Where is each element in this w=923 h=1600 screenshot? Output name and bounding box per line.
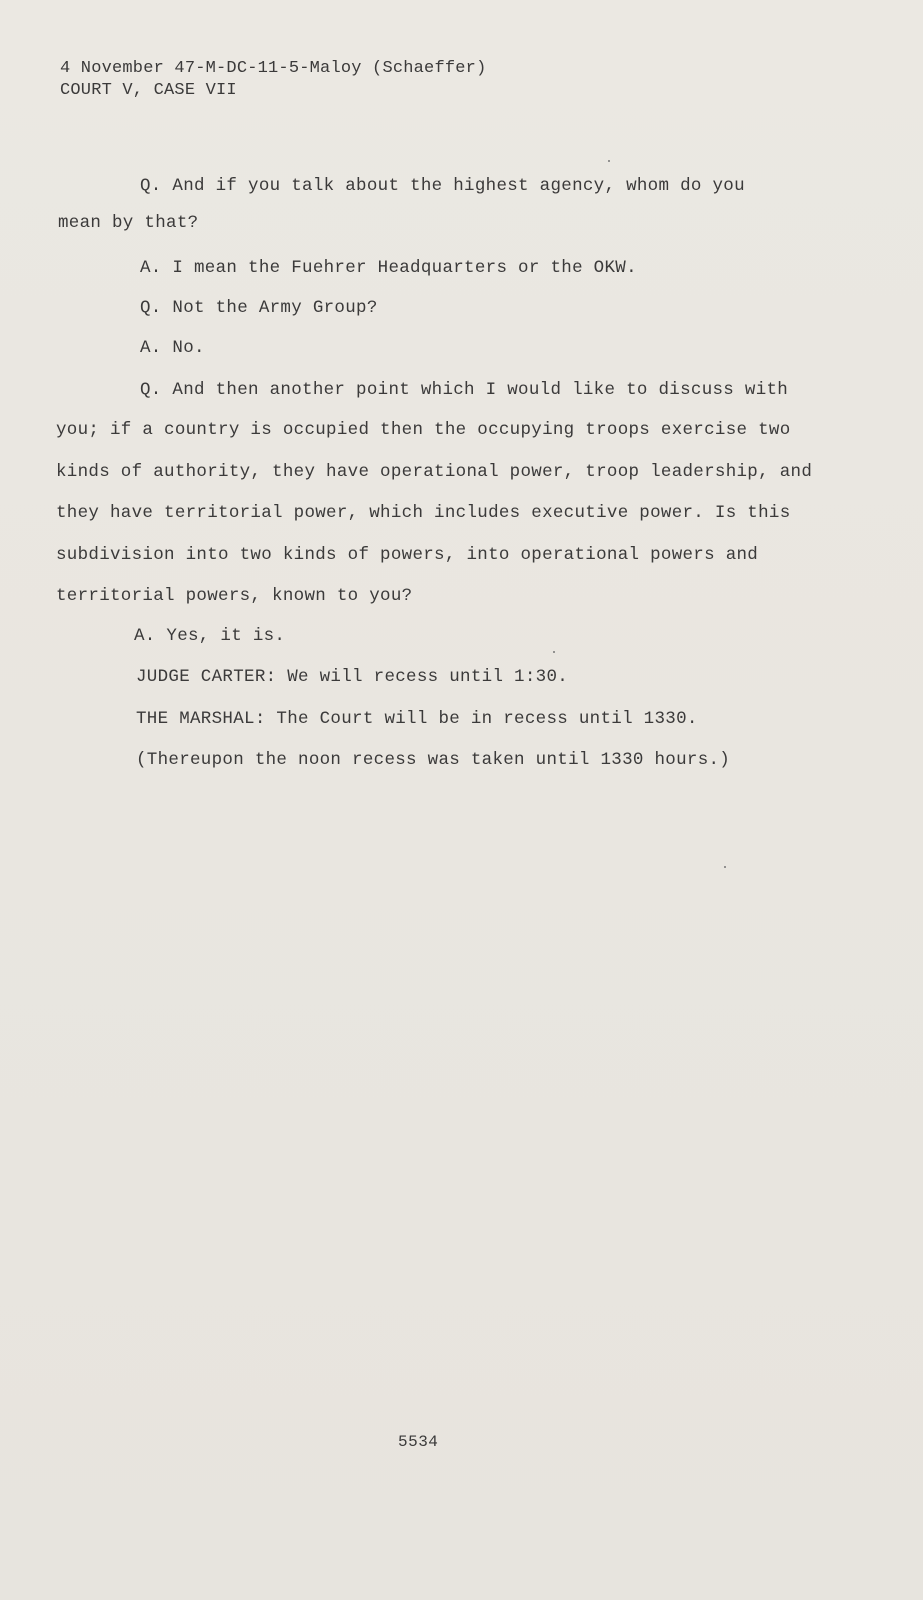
page-number: 5534 [398, 1433, 439, 1451]
transcript-line: Q. And if you talk about the highest agency, whom do you [140, 176, 745, 196]
paper-speck [724, 866, 726, 868]
paper-speck [608, 160, 610, 162]
transcript-line: you; if a country is occupied then the occupying troops exercise two [56, 420, 791, 440]
paper-speck [553, 651, 555, 653]
transcript-line: territorial powers, known to you? [56, 586, 413, 606]
transcript-line: THE MARSHAL: The Court will be in recess until 1330. [136, 709, 698, 729]
transcript-line: mean by that? [58, 213, 199, 233]
transcript-line: A. Yes, it is. [134, 626, 286, 646]
transcript-line: A. I mean the Fuehrer Headquarters or the OKW. [140, 258, 637, 278]
transcript-line: (Thereupon the noon recess was taken until 1330 hours.) [136, 750, 731, 770]
transcript-line: subdivision into two kinds of powers, into operational powers and [56, 545, 759, 565]
transcript-line: Q. Not the Army Group? [140, 298, 378, 318]
transcript-line: kinds of authority, they have operational power, troop leadership, and [56, 462, 813, 482]
header-date-reference: 4 November 47-M-DC-11-5-Maloy (Schaeffer) [60, 59, 487, 78]
transcript-line: A. No. [140, 338, 205, 358]
transcript-line: Q. And then another point which I would like to discuss with [140, 380, 789, 400]
transcript-line: JUDGE CARTER: We will recess until 1:30. [136, 667, 569, 687]
transcript-line: they have territorial power, which includes executive power. Is this [56, 503, 791, 523]
header-court-case: COURT V, CASE VII [60, 81, 237, 100]
document-header [60, 58, 486, 102]
